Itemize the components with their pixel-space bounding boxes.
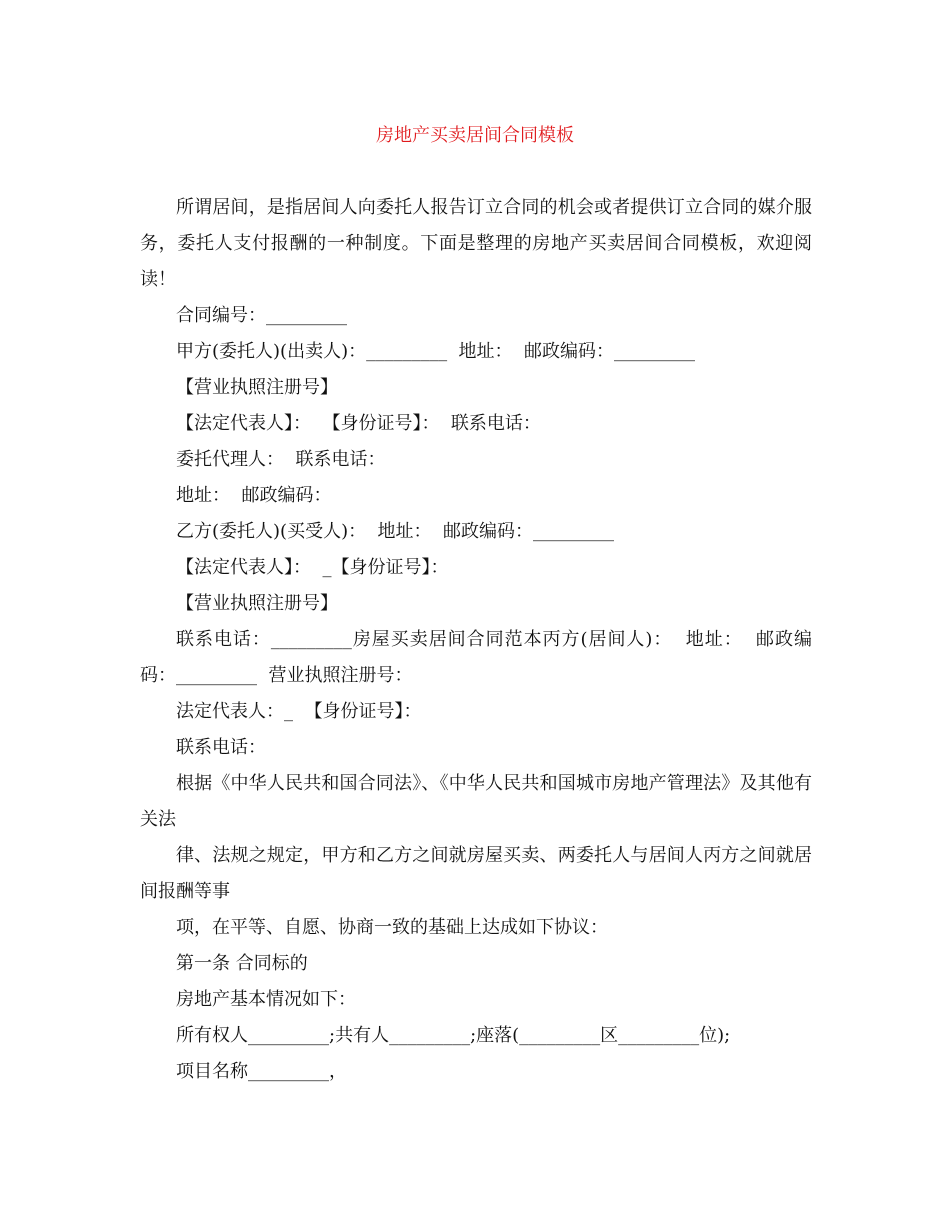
party-b-line: 乙方(委托人)(买受人)： 地址： 邮政编码：_________ <box>176 521 614 542</box>
legal-basis-paragraph-3: 项，在平等、自愿、协商一致的基础上达成如下协议： <box>176 917 608 938</box>
party-a-agent-line: 委托代理人： 联系电话： <box>176 449 386 470</box>
party-a-representative-line: 【法定代表人】： 【身份证号】： 联系电话： <box>176 413 541 434</box>
legal-basis-paragraph-1: 根据《中华人民共和国合同法》、《中华人民共和国城市房地产管理法》及其他有关法 <box>140 773 812 830</box>
document-title: 房地产买卖居间合同模板 <box>376 125 574 146</box>
article-1-heading: 第一条 合同标的 <box>176 953 308 974</box>
legal-basis-paragraph-2: 律、法规之规定，甲方和乙方之间就房屋买卖、两委托人与居间人丙方之间就居间报酬等事 <box>140 845 812 902</box>
ownership-line: 所有权人_________;共有人_________;座落(_________区_________位); <box>176 1025 731 1046</box>
party-c-line: 联系电话：_________房屋买卖居间合同范本丙方(居间人)： 地址： 邮政编码：_________ 营业执照注册号： <box>140 629 812 686</box>
intro-paragraph: 所谓居间，是指居间人向委托人报告订立合同的机会或者提供订立合同的媒介服务，委托人支付报酬的一种制度。下面是整理的房地产买卖居间合同模板，欢迎阅读！ <box>140 197 812 290</box>
document-body <box>140 190 812 1090</box>
contract-number-line: 合同编号：_________ <box>176 305 347 326</box>
party-a-line: 甲方(委托人)(出卖人)：_________ 地址： 邮政编码：_________ <box>176 341 695 362</box>
property-info-heading: 房地产基本情况如下： <box>176 989 356 1010</box>
party-a-license-line: 【营业执照注册号】 <box>176 377 338 398</box>
project-name-line: 项目名称_________， <box>176 1061 347 1082</box>
party-c-representative-line: 法定代表人：_ 【身份证号】： <box>176 701 422 722</box>
party-c-phone-line: 联系电话： <box>176 737 266 758</box>
party-a-address-line: 地址： 邮政编码： <box>176 485 332 506</box>
party-b-representative-line: 【法定代表人】： _【身份证号】： <box>176 557 449 578</box>
party-b-license-line: 【营业执照注册号】 <box>176 593 338 614</box>
